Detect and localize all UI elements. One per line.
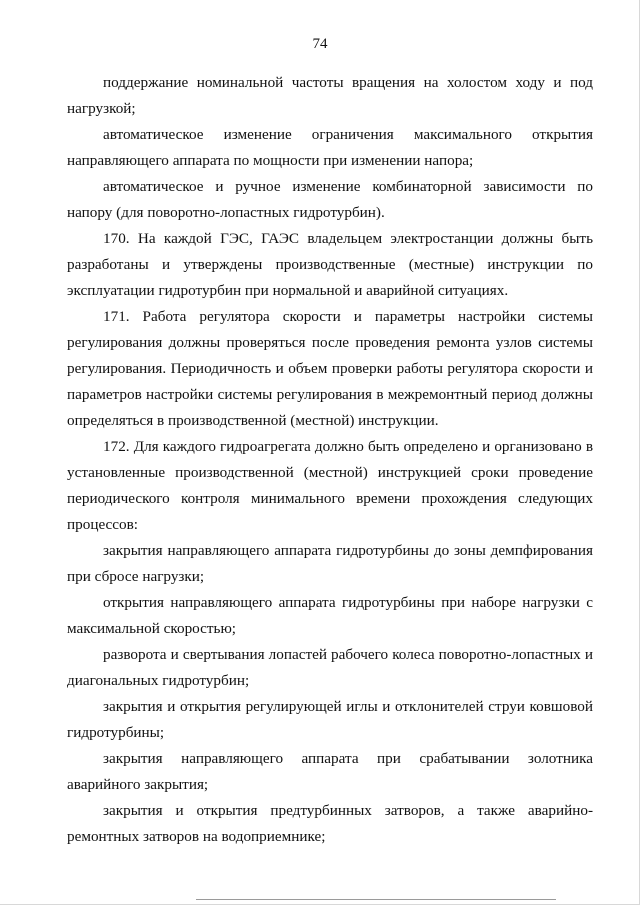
paragraph-170: 170. На каждой ГЭС, ГАЭС владельцем электростанции должны быть разработаны и утверждены производственные (местные) инструкции по эксплуатации гидротурбин при нормальной и аварийной ситуациях. (67, 230, 593, 299)
paragraph-frequency-maintenance: поддержание номинальной частоты вращения на холостом ходу и под нагрузкой; (67, 74, 593, 117)
paragraph-172: 172. Для каждого гидроагрегата должно быть определено и организовано в установленные производственной (местной) инструкцией сроки проведение периодического контроля минимального времени прохождения следующих процессов: (67, 438, 593, 533)
paragraph-opening-limit: автоматическое изменение ограничения максимального открытия направляющего аппарата по мощности при изменении напора; (67, 126, 593, 169)
page-number: 74 (312, 36, 328, 52)
list-item-needle-deflector: закрытия и открытия регулирующей иглы и отклонителей струи ковшовой гидротурбины; (67, 698, 593, 741)
paragraph-171: 171. Работа регулятора скорости и параметры настройки системы регулирования должны проверяться после проведения ремонта узлов системы регулирования. Периодичность и объем проверки работы регулятора скорости и параметров настройки системы регулирования в межремонтный период должны определяться в производственной (местной) инструкции. (67, 308, 593, 429)
list-item-guide-vane-closing: закрытия направляющего аппарата гидротурбины до зоны демпфирования при сбросе нагрузки; (67, 542, 593, 585)
document-body (67, 70, 593, 850)
list-item-emergency-closing: закрытия направляющего аппарата при срабатывании золотника аварийного закрытия; (67, 750, 593, 793)
paragraph-combinatorial-dependency: автоматическое и ручное изменение комбинаторной зависимости по напору (для поворотно-лопастных гидротурбин). (67, 178, 593, 221)
scan-edge-line (196, 899, 556, 900)
list-item-guide-vane-opening: открытия направляющего аппарата гидротурбины при наборе нагрузки с максимальной скоростью; (67, 594, 593, 637)
list-item-blade-rotation: разворота и свертывания лопастей рабочего колеса поворотно-лопастных и диагональных гидротурбин; (67, 646, 593, 689)
list-item-gates: закрытия и открытия предтурбинных затворов, а также аварийно-ремонтных затворов на водоприемнике; (67, 802, 593, 845)
